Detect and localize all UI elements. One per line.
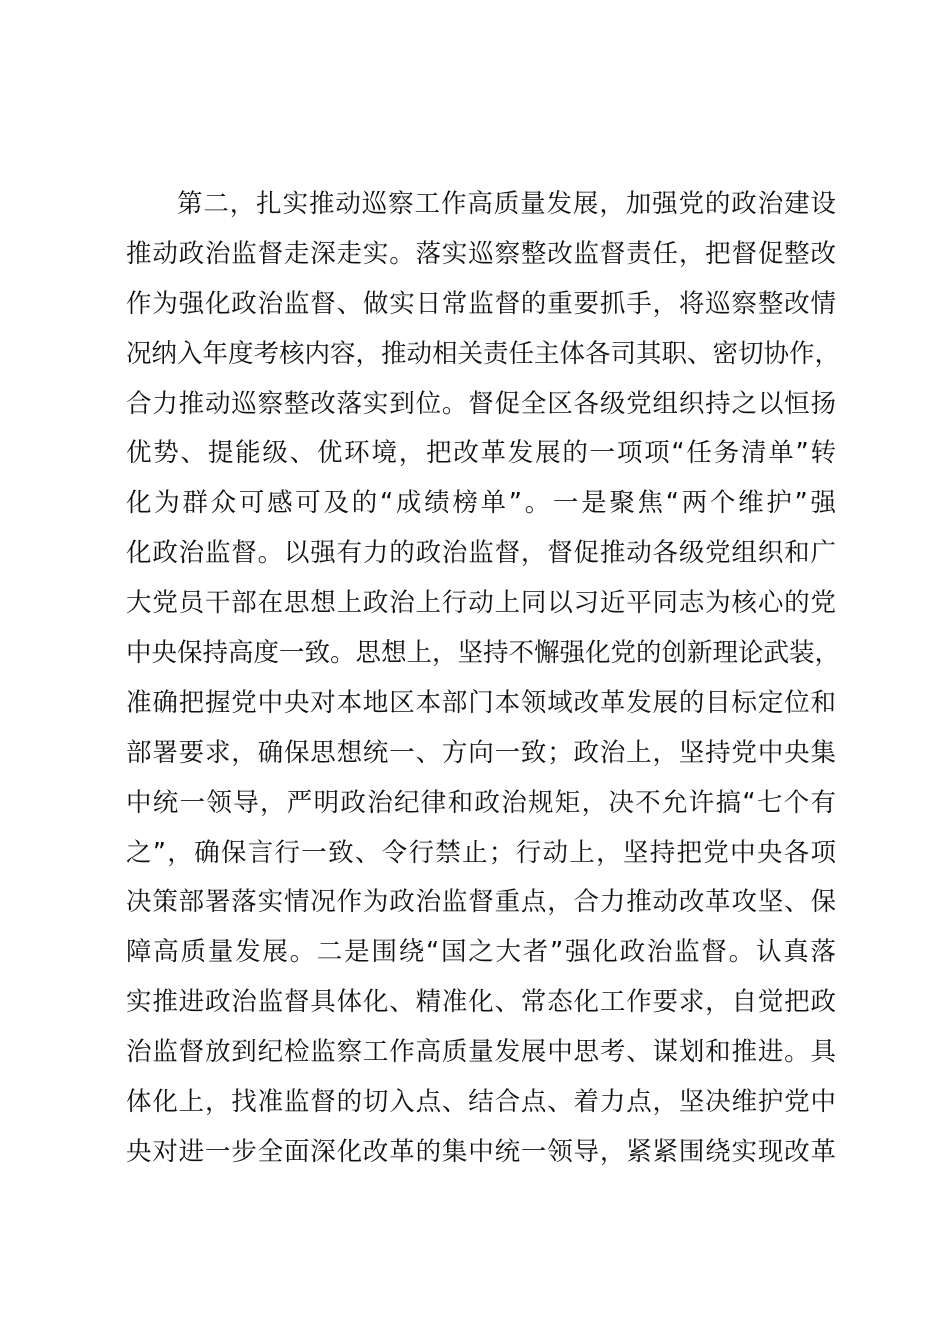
text-line: 合力推动巡察整改落实到位。督促全区各级党组织持之以恒扬: [126, 388, 836, 419]
text-line: 中央保持高度一致。思想上，坚持不懈强化党的创新理论武装，: [126, 638, 841, 669]
text-line: 央对进一步全面深化改革的集中统一领导，紧紧围绕实现改革: [126, 1136, 836, 1167]
text-line: 化为群众可感可及的“成绩榜单”。一是聚焦“两个维护”强: [126, 488, 836, 519]
text-line: 准确把握党中央对本地区本部门本领域改革发展的目标定位和: [126, 687, 836, 718]
text-line: 中统一领导，严明政治纪律和政治规矩，决不允许搞“七个有: [126, 787, 836, 818]
text-line: 推动政治监督走深走实。落实巡察整改监督责任，把督促整改: [126, 238, 836, 269]
text-line: 之”，确保言行一致、令行禁止；行动上，坚持把党中央各项: [126, 837, 836, 868]
text-line: 第二，扎实推动巡察工作高质量发展，加强党的政治建设: [177, 189, 836, 219]
body-paragraph: [126, 180, 841, 1178]
text-line: 况纳入年度考核内容，推动相关责任主体各司其职、密切协作，: [126, 338, 841, 369]
text-line: 优势、提能级、优环境，把改革发展的一项项“任务清单”转: [126, 438, 836, 469]
text-line: 实推进政治监督具体化、精准化、常态化工作要求，自觉把政: [126, 987, 836, 1018]
text-line: 部署要求，确保思想统一、方向一致；政治上，坚持党中央集: [126, 737, 836, 768]
text-line: 障高质量发展。二是围绕“国之大者”强化政治监督。认真落: [126, 937, 836, 968]
text-line: 作为强化政治监督、做实日常监督的重要抓手，将巡察整改情: [126, 288, 836, 319]
text-line: 大党员干部在思想上政治上行动上同以习近平同志为核心的党: [126, 588, 836, 619]
text-line: 治监督放到纪检监察工作高质量发展中思考、谋划和推进。具: [126, 1037, 836, 1068]
text-line: 决策部署落实情况作为政治监督重点，合力推动改革攻坚、保: [126, 887, 836, 918]
text-line: 体化上，找准监督的切入点、结合点、着力点，坚决维护党中: [126, 1087, 836, 1118]
text-line: 化政治监督。以强有力的政治监督，督促推动各级党组织和广: [126, 538, 836, 569]
